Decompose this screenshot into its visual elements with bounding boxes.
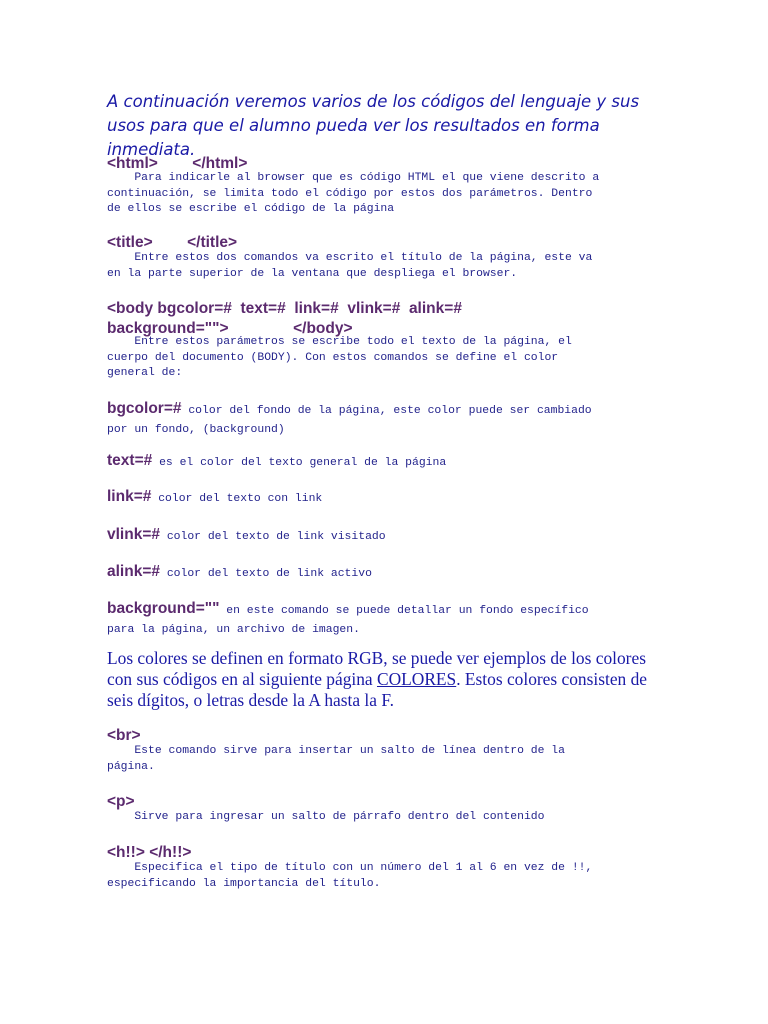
link-description: color del texto con link — [151, 493, 323, 505]
text-entry — [107, 453, 667, 472]
html-tag-heading: <html> </html> — [107, 155, 248, 172]
vlink-label: vlink=# — [107, 526, 160, 543]
bgcolor-description: color del fondo de la página, este color puede ser cambiado por un fondo, (background) — [107, 405, 592, 436]
vlink-description: color del texto de link visitado — [160, 531, 386, 543]
body-tag-description: Entre estos parámetros se escribe todo el texto de la página, el cuerpo del documento (BODY). Con estos comandos se define el color general de: — [107, 336, 572, 379]
alink-description: color del texto de link activo — [160, 568, 372, 580]
html-tag-description: Para indicarle al browser que es código HTML el que viene descrito a continuación, se limita todo el código por estos dos parámetros. Dentro de ellos se escribe el código de la página — [107, 172, 600, 215]
bgcolor-label: bgcolor=# — [107, 400, 182, 417]
h-tag-description: Especifica el tipo de título con un número del 1 al 6 en vez de !!, especificando la importancia del título. — [107, 862, 593, 890]
background-label: background="" — [107, 600, 220, 617]
background-description: en este comando se puede detallar un fondo específico para la página, un archivo de imagen. — [107, 605, 589, 636]
title-tag-description: Entre estos dos comandos va escrito el título de la página, este va en la parte superior de la ventana que despliega el browser. — [107, 252, 593, 280]
colores-link[interactable]: COLORES — [376, 669, 457, 689]
vlink-entry — [107, 527, 667, 546]
text-label: text=# — [107, 452, 153, 469]
background-entry — [107, 601, 667, 638]
colors-paragraph — [107, 648, 667, 711]
p-tag-description: Sirve para ingresar un salto de párrafo dentro del contenido — [107, 811, 545, 823]
br-tag-description: Este comando sirve para insertar un salto de línea dentro de la página. — [107, 745, 565, 773]
alink-label: alink=# — [107, 563, 160, 580]
alink-entry — [107, 564, 667, 583]
body-tag-heading: <body bgcolor=# text=# link=# vlink=# alink=# background=""> </body> — [107, 300, 462, 337]
link-label: link=# — [107, 488, 152, 505]
link-entry — [107, 489, 667, 508]
text-description: es el color del texto general de la página — [152, 457, 447, 469]
p-tag-heading: <p> — [107, 793, 135, 810]
br-tag-heading: <br> — [107, 727, 141, 744]
h-tag-heading: <h!!> </h!!> — [107, 844, 192, 861]
intro-paragraph: A continuación veremos varios de los códigos del lenguaje y sus usos para que el alumno pueda ver los resultados en forma inmediata. — [107, 92, 640, 159]
title-tag-heading: <title> </title> — [107, 234, 238, 251]
colors-text-after: . Estos colores consisten de seis dígitos, o letras desde la A hasta la F. — [107, 669, 647, 710]
colors-text-before: Los colores se definen en formato RGB, se puede ver ejemplos de los colores con sus códigos en al siguiente página — [107, 648, 646, 689]
bgcolor-entry — [107, 401, 667, 438]
